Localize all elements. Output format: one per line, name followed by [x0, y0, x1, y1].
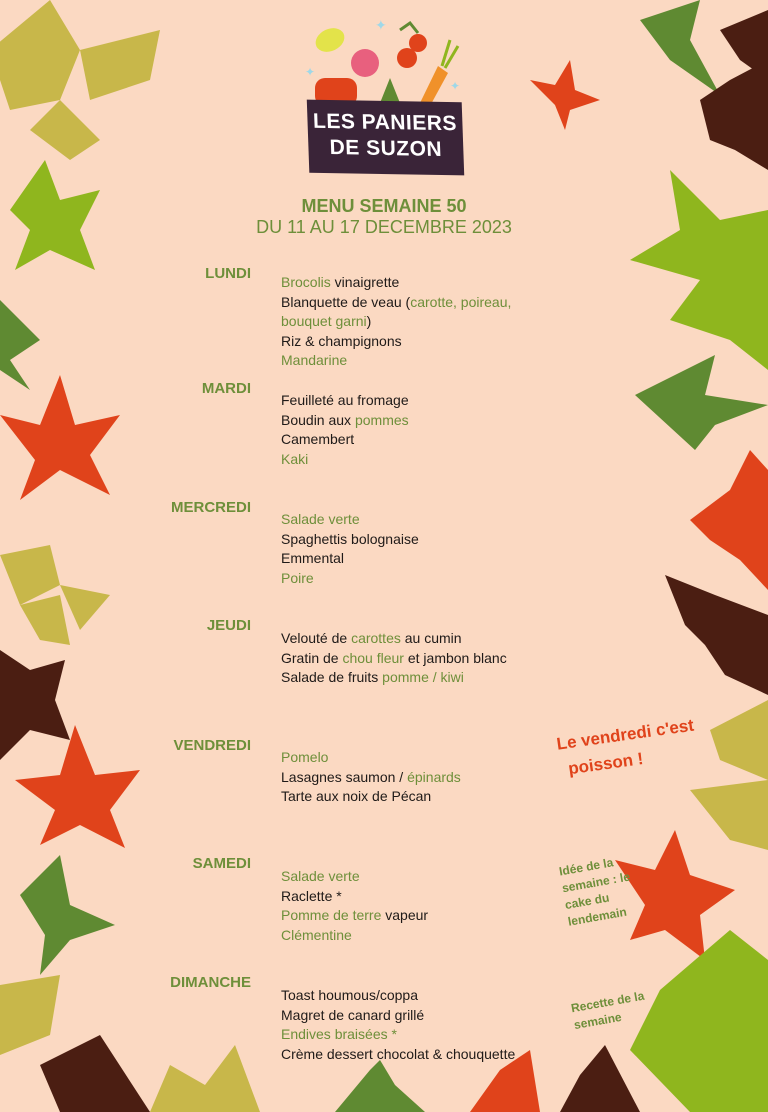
- menu-item: [281, 351, 511, 371]
- menu-text: Velouté de: [281, 630, 352, 646]
- menu-text: au cumin: [400, 630, 462, 646]
- seasonal-ingredient: Mandarine: [281, 352, 348, 369]
- logo-line-2: DE SUZON: [329, 136, 443, 162]
- menu-item: [281, 510, 419, 530]
- menu-item: [281, 649, 507, 669]
- leaf-decoration: [530, 60, 600, 130]
- menu-text: Blanquette de veau (: [281, 293, 411, 310]
- leaf-decoration: [0, 0, 180, 170]
- svg-text:✦: ✦: [450, 79, 461, 93]
- day-menu-list: [281, 748, 461, 807]
- leaf-decoration: [635, 355, 768, 450]
- menu-item: [281, 293, 511, 313]
- leaf-decoration: [700, 60, 768, 170]
- menu-text: Magret de canard grillé: [281, 1006, 425, 1023]
- day-label-6: SAMEDI: [192, 855, 251, 872]
- menu-item: [281, 411, 409, 431]
- seasonal-ingredient: bouquet garni: [281, 313, 367, 330]
- menu-item: [281, 273, 511, 293]
- menu-item: [281, 629, 507, 649]
- menu-item: [281, 887, 428, 907]
- leaf-decoration: [690, 700, 768, 850]
- menu-item: [281, 787, 461, 807]
- menu-item: [281, 569, 419, 589]
- menu-item: [281, 391, 409, 411]
- seasonal-ingredient: Kaki: [281, 450, 309, 467]
- menu-text: et jambon blanc: [403, 649, 507, 666]
- menu-item: [281, 1006, 515, 1026]
- menu-item: [281, 748, 461, 768]
- friday-note-line-2: poisson !: [567, 748, 645, 779]
- logo-line-1: LES PANIERS: [312, 109, 458, 136]
- day-label-1: LUNDI: [205, 265, 251, 282]
- menu-text: Feuilleté au fromage: [281, 392, 409, 408]
- seasonal-ingredient: carottes: [351, 630, 401, 646]
- menu-item: [281, 867, 428, 887]
- day-menu-list: [281, 867, 428, 945]
- menu-text: Emmental: [281, 550, 345, 567]
- seasonal-ingredient: Pomme de terre: [281, 907, 382, 924]
- menu-text: Riz & champignons: [281, 332, 402, 349]
- menu-item: [281, 768, 461, 788]
- leaf-decoration: [150, 1045, 260, 1112]
- friday-note-line-1: Le vendredi c'est: [555, 715, 695, 754]
- menu-text: Boudin aux: [281, 411, 355, 428]
- leaf-decoration: [15, 720, 145, 850]
- menu-item: [281, 312, 511, 332]
- logo-wordmark: [307, 100, 464, 176]
- leaf-decoration: [0, 855, 120, 975]
- day-label-7: DIMANCHE: [170, 974, 251, 991]
- menu-text: Gratin de: [281, 649, 343, 666]
- day-label-3: MERCREDI: [170, 499, 251, 516]
- menu-item: [281, 1025, 515, 1045]
- recipe-of-week-note: Recette de la semaine: [569, 988, 646, 1033]
- day-label-2: MARDI: [201, 380, 251, 397]
- leaf-decoration: [665, 575, 768, 695]
- day-menu-list: [281, 391, 409, 469]
- leaf-decoration: [690, 450, 768, 590]
- leaf-decoration: [0, 535, 110, 645]
- seasonal-ingredient: pomme / kiwi: [382, 669, 464, 686]
- day-label-4: JEUDI: [206, 617, 251, 634]
- menu-item: [281, 450, 409, 470]
- menu-item: [281, 668, 507, 688]
- menu-item: [281, 530, 419, 550]
- menu-item: [281, 430, 409, 450]
- menu-dates: DU 11 AU 17 DECEMBRE 2023: [256, 217, 512, 237]
- seasonal-ingredient: carotte, poireau,: [410, 293, 512, 310]
- menu-text: Toast houmous/coppa: [281, 987, 418, 1003]
- idea-of-week-note: Idée de la semaine : le cake du lendemain: [557, 855, 632, 929]
- menu-text: vinaigrette: [330, 274, 400, 290]
- leaf-decoration: [335, 1060, 425, 1112]
- leaf-decoration: [560, 1045, 640, 1112]
- seasonal-ingredient: Clémentine: [281, 926, 352, 943]
- menu-item: [281, 986, 515, 1006]
- svg-text:✦: ✦: [375, 18, 387, 34]
- day-menu-list: [281, 986, 515, 1064]
- friday-fish-note: [555, 713, 699, 784]
- seasonal-ingredient: Brocolis: [281, 274, 331, 290]
- seasonal-ingredient: Salade verte: [281, 511, 360, 527]
- seasonal-ingredient: épinards: [407, 768, 461, 785]
- svg-text:✦: ✦: [305, 65, 316, 79]
- menu-text: Salade de fruits: [281, 669, 383, 686]
- menu-item: [281, 332, 511, 352]
- menu-item: [281, 926, 428, 946]
- vegetables-icon: [300, 18, 470, 108]
- seasonal-ingredient: Poire: [281, 569, 314, 586]
- menu-item: [281, 906, 428, 926]
- menu-text: Spaghettis bolognaise: [281, 530, 419, 547]
- day-menu-list: [281, 629, 507, 688]
- menu-item: [281, 549, 419, 569]
- seasonal-ingredient: Endives braisées *: [281, 1026, 397, 1043]
- menu-text: Tarte aux noix de Pécan: [281, 788, 432, 805]
- seasonal-ingredient: Pomelo: [281, 749, 329, 765]
- menu-text: Lasagnes saumon /: [281, 768, 408, 785]
- seasonal-ingredient: pommes: [354, 411, 409, 428]
- brand-logo: [300, 18, 470, 163]
- day-menu-list: [281, 510, 419, 588]
- menu-title: MENU SEMAINE 50: [301, 196, 467, 216]
- seasonal-ingredient: chou fleur: [342, 649, 404, 666]
- day-menu-list: [281, 273, 511, 371]
- leaf-decoration: [0, 375, 125, 505]
- menu-text: ): [366, 313, 372, 330]
- menu-item: [281, 1045, 515, 1065]
- leaf-decoration: [0, 975, 150, 1112]
- leaf-decoration: [630, 930, 768, 1112]
- menu-text: vapeur: [381, 907, 429, 924]
- menu-text: Crème dessert chocolat & chouquette: [281, 1045, 516, 1062]
- seasonal-ingredient: Salade verte: [281, 868, 360, 884]
- day-label-5: VENDREDI: [173, 737, 251, 754]
- menu-text: Camembert: [281, 431, 355, 448]
- menu-text: Raclette *: [281, 887, 342, 904]
